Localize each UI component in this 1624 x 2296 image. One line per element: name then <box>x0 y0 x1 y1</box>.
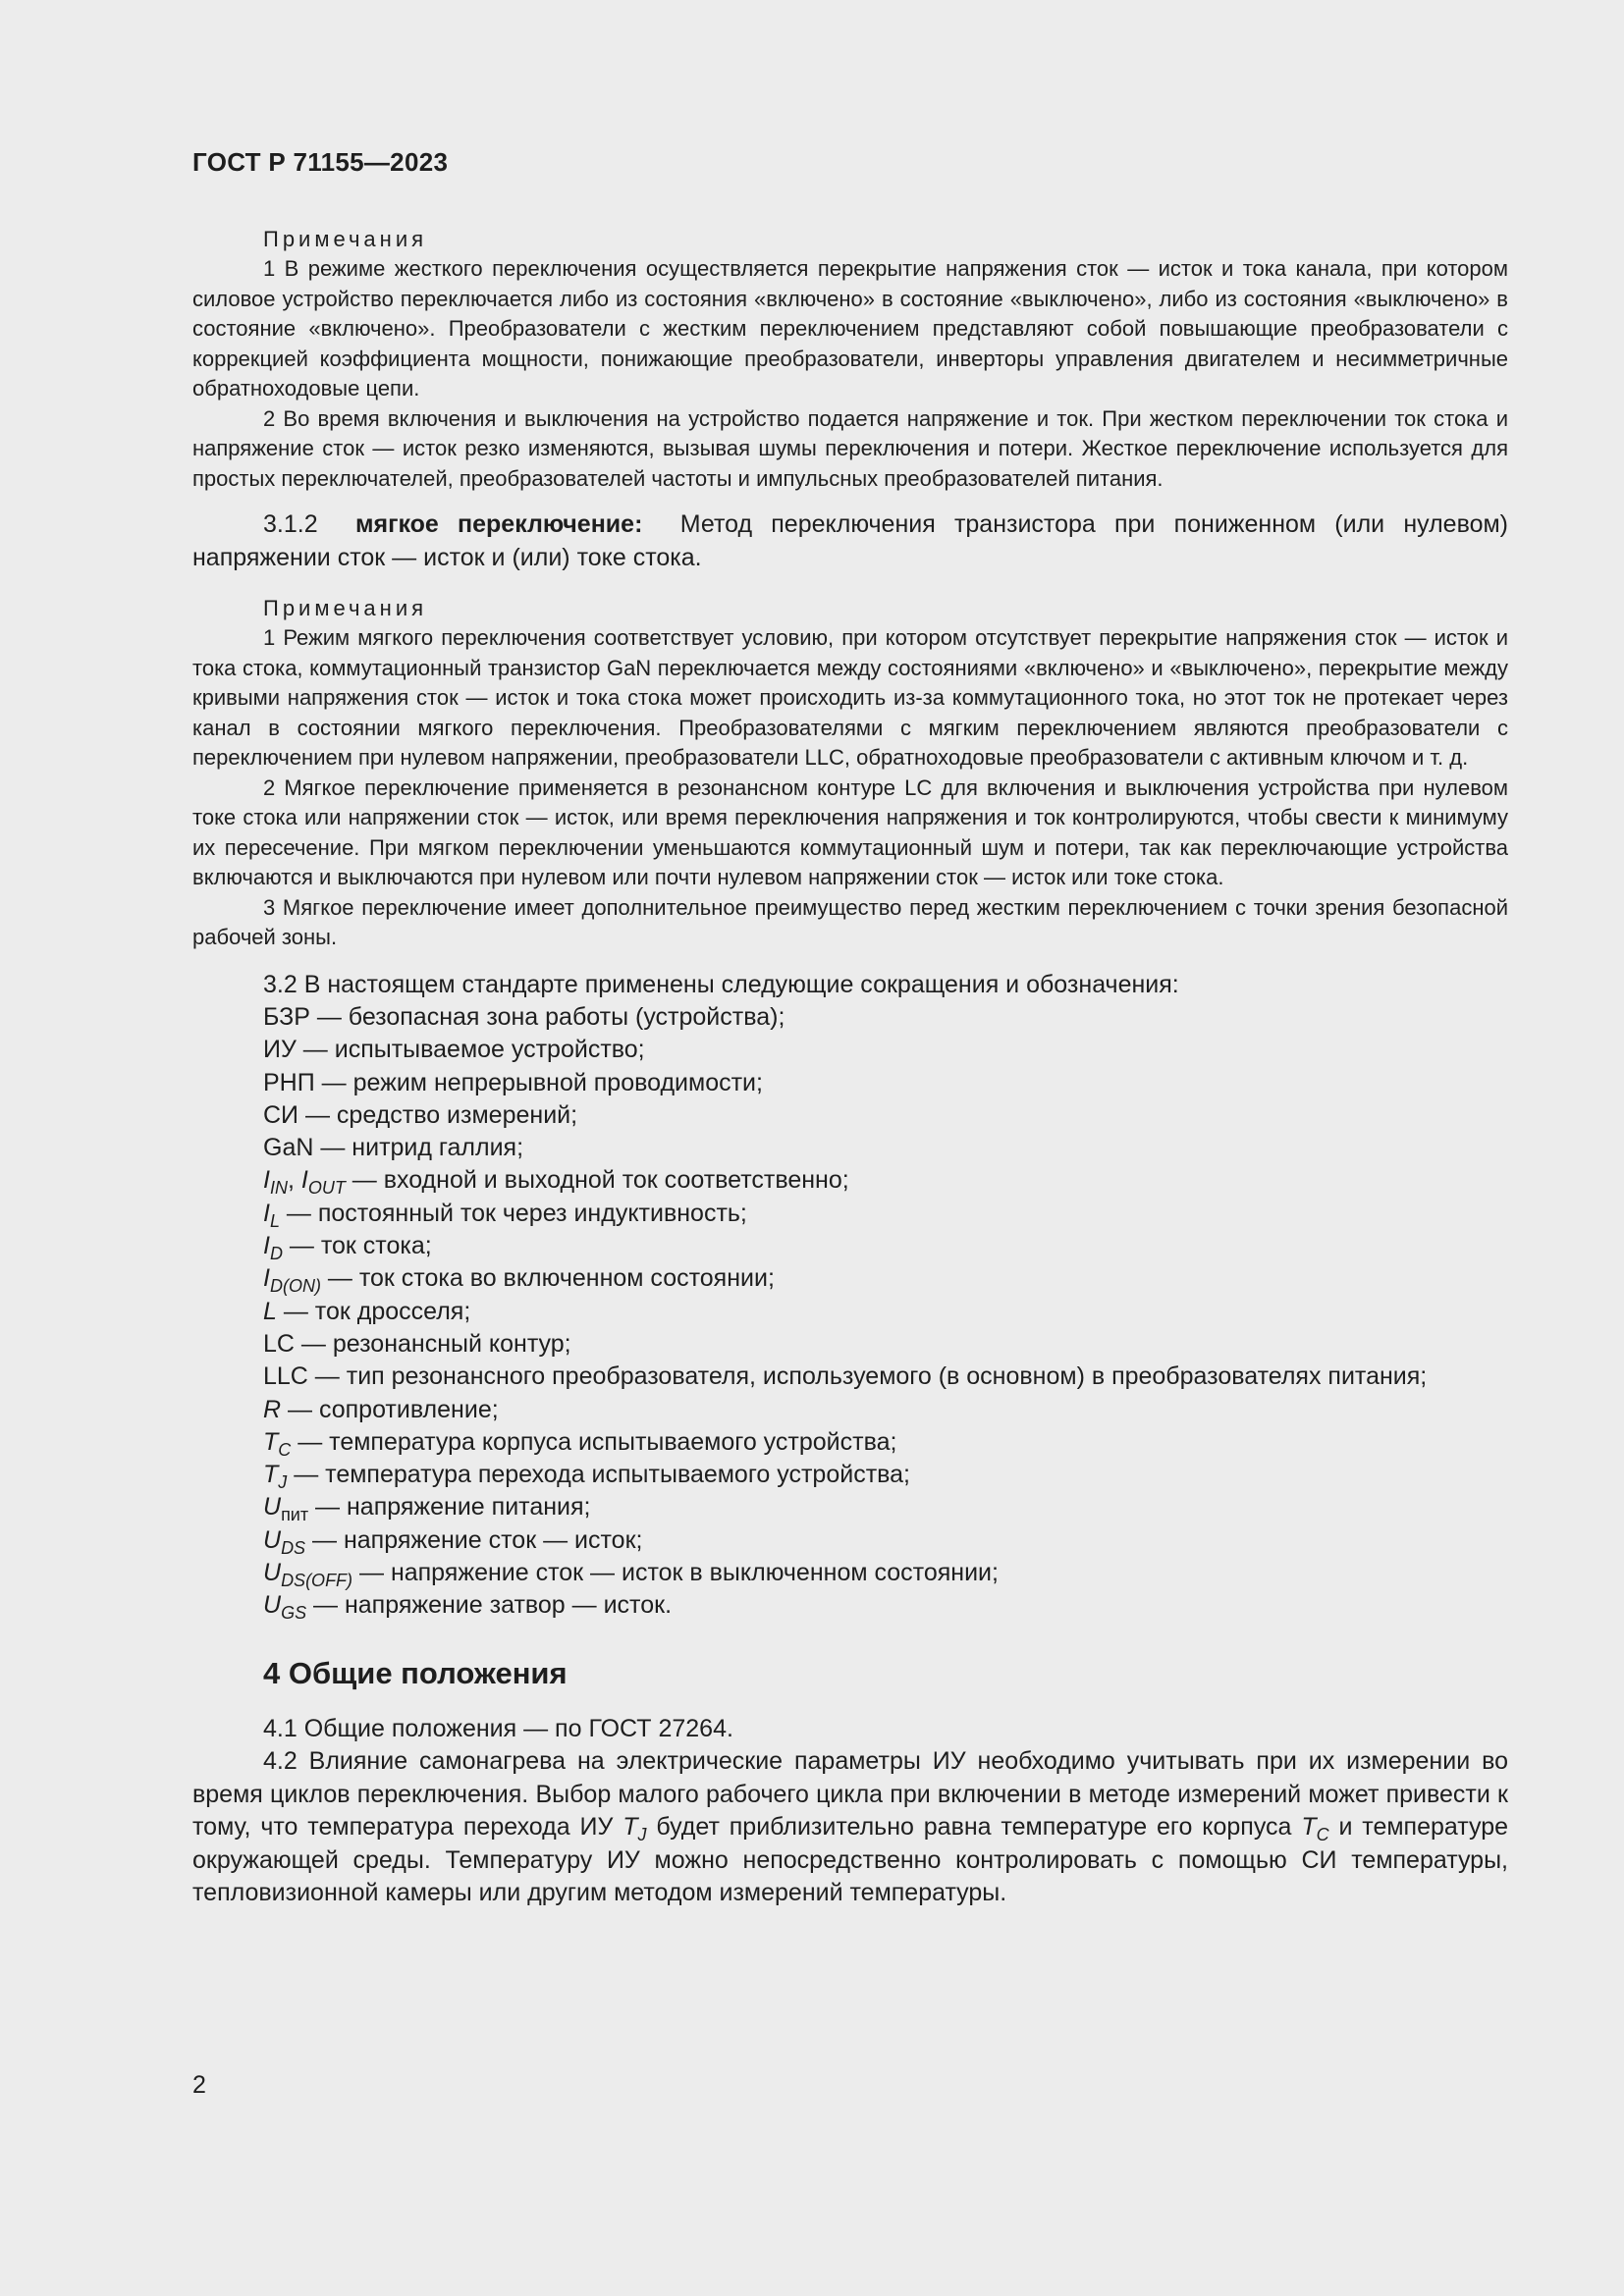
subscript: J <box>278 1472 288 1493</box>
abbr-item <box>192 1262 1508 1295</box>
abbr-text: — ток дросселя; <box>276 1297 471 1325</box>
subscript: D(ON) <box>269 1276 321 1297</box>
abbr-item <box>192 1394 1508 1426</box>
subscript: IN <box>269 1178 288 1199</box>
note-item: 1 В режиме жесткого переключения осуществляется перекрытие напряжения сток — исток и тока канала, при котором силовое устройство переключается либо из состояния «включено» в состояние «выключено», либо из состояния «выключено» в состояние «включено». Преобразователи с жестким переключением представляют собой повышающие преобразователи с коррекцией коэффициента мощности, понижающие преобразователи, инверторы управления двигателем и несимметричные обратноходовые цепи. <box>192 256 1508 400</box>
subscript: DS <box>281 1537 306 1558</box>
abbr-item: РНП — режим непрерывной проводимости; <box>263 1068 763 1096</box>
symbol: T <box>263 1461 279 1489</box>
note-item: 3 Мягкое переключение имеет дополнительное преимущество перед жестким переключением с точки зрения безопасной рабочей зоны. <box>192 894 1508 949</box>
document-page <box>192 147 1508 1910</box>
abbr-text: — ток стока во включенном состоянии; <box>320 1264 775 1293</box>
abbr-item <box>192 1491 1508 1523</box>
subscript: J <box>637 1825 647 1845</box>
abbr-item <box>192 1426 1508 1459</box>
abbr-text: — входной и выходной ток соответственно; <box>345 1166 849 1195</box>
para-text: 4.2 Влияние самонагрева на электрические параметры ИУ необходимо учитывать при их измерении во время циклов переключения. Выбор малого рабочего цикла при включении в методе измерений может привести к тому, что температура перехода ИУ <box>192 1747 1508 1842</box>
subscript: D <box>269 1244 283 1264</box>
symbol: T <box>623 1813 638 1842</box>
paragraph-4-2 <box>192 1745 1508 1910</box>
subscript: C <box>278 1439 292 1460</box>
section-3-2-intro: 3.2 В настоящем стандарте применены следующие сокращения и обозначения: <box>263 970 1179 998</box>
subscript: C <box>1316 1825 1329 1845</box>
term-3-1-2 <box>192 507 1508 574</box>
abbr-item: СИ — средство измерений; <box>263 1100 578 1129</box>
abbr-item: БЗР — безопасная зона работы (устройства); <box>263 1003 785 1031</box>
section-heading: 4 Общие положения <box>263 1655 568 1690</box>
symbol: U <box>263 1493 282 1522</box>
symbol: I <box>263 1166 270 1195</box>
notes-heading: Примечания <box>263 227 428 251</box>
notes-block-2 <box>192 594 1508 953</box>
note-item: 2 Мягкое переключение применяется в резонансном контуре LC для включения и выключения устройства при нулевом токе стока или напряжении сток — исток, или время переключения напряжения и ток контролируются, чтобы свести к минимуму их пересечение. При мягком переключении уменьшаются коммутационный шум и потери, так как переключающие устройства включаются и выключаются при нулевом или почти нулевом напряжении сток — исток или токе стока. <box>192 774 1508 889</box>
abbr-text: — напряжение затвор — исток. <box>306 1591 673 1620</box>
abbr-item <box>192 1198 1508 1230</box>
term-number: 3.1.2 <box>263 510 318 538</box>
paragraph-4-1: 4.1 Общие положения — по ГОСТ 27264. <box>263 1714 733 1742</box>
notes-block-1 <box>192 225 1508 494</box>
abbr-item <box>192 1230 1508 1262</box>
abbr-text: — напряжение сток — исток; <box>305 1525 643 1554</box>
symbol: U <box>263 1591 282 1620</box>
abbr-item <box>192 1557 1508 1589</box>
term-definition: Метод переключения транзистора при пониженном (или нулевом) напряжении сток — исток и (или) токе стока. <box>192 510 1508 571</box>
abbr-item: $I_{IN}$, $I_{OUT}$ — входной и выходной ток соответственно; <box>263 1166 849 1199</box>
section-4 <box>192 1656 1508 1910</box>
subscript: GS <box>281 1603 307 1624</box>
notes-heading: Примечания <box>263 596 428 620</box>
abbr-item <box>192 1524 1508 1557</box>
abbr-item: LC — резонансный контур; <box>263 1329 571 1358</box>
abbr-text: — сопротивление; <box>281 1395 499 1423</box>
abbr-text: — ток стока; <box>282 1232 432 1260</box>
symbol: I <box>300 1166 308 1195</box>
subscript: L <box>269 1210 280 1231</box>
abbr-text: — напряжение сток — исток в выключенном состоянии; <box>352 1559 999 1587</box>
document-id: ГОСТ Р 71155—2023 <box>192 147 449 177</box>
subscript: пит <box>281 1505 309 1525</box>
abbr-item <box>192 1296 1508 1328</box>
abbr-item: LLC — тип резонансного преобразователя, используемого (в основном) в преобразователях питания; <box>263 1362 1428 1391</box>
abbr-item: ИУ — испытываемое устройство; <box>263 1036 645 1064</box>
abbr-text: — напряжение питания; <box>308 1493 591 1522</box>
para-text: и температуре окружающей среды. Температуру ИУ можно непосредственно контролировать с помощью СИ температуры, тепловизионной камеры или другим методом измерений температуры. <box>192 1813 1508 1907</box>
note-item: 2 Во время включения и выключения на устройство подается напряжение и ток. При жестком переключении ток стока и напряжение сток — исток резко изменяются, вызывая шумы переключения и потери. Жесткое переключение используется для простых переключателей, преобразователей частоты и импульсных преобразователей питания. <box>192 405 1508 491</box>
abbr-text: — температура корпуса испытываемого устройства; <box>291 1427 897 1456</box>
para-text: будет приблизительно равна температуре его корпуса <box>646 1813 1302 1842</box>
abbr-item <box>192 1589 1508 1622</box>
symbol: L <box>263 1297 277 1325</box>
abbr-text: — постоянный ток через индуктивность; <box>279 1199 747 1227</box>
symbol: T <box>263 1427 279 1456</box>
symbol: U <box>263 1525 282 1554</box>
symbol: R <box>263 1395 282 1423</box>
abbr-text: — температура перехода испытываемого устройства; <box>287 1461 910 1489</box>
symbol: U <box>263 1559 282 1587</box>
abbreviations-section <box>192 969 1508 1623</box>
note-item: 1 Режим мягкого переключения соответствует условию, при котором отсутствует перекрытие напряжения сток — исток и тока стока, коммутационный транзистор GaN переключается между состояниями «включено» и «выключено», перекрытие между кривыми напряжения сток — исток и тока стока может происходить из-за коммутационного тока, но этот ток не протекает через канал в состоянии мягкого переключения. Преобразователями с мягким переключением являются преобразователи с переключением при нулевом напряжении, преобразователи LLC, обратноходовые преобразователи с активным ключом и т. д. <box>192 625 1508 770</box>
subscript: OUT <box>307 1178 346 1199</box>
term-name: мягкое переключение: <box>354 510 643 538</box>
symbol: I <box>263 1264 270 1293</box>
abbr-item <box>192 1459 1508 1491</box>
symbol: I <box>263 1232 270 1260</box>
symbol: T <box>1301 1813 1317 1842</box>
subscript: DS(OFF) <box>281 1571 353 1591</box>
symbol: I <box>263 1199 270 1227</box>
page-number: 2 <box>192 2071 206 2099</box>
abbr-item: GaN — нитрид галлия; <box>263 1134 524 1162</box>
